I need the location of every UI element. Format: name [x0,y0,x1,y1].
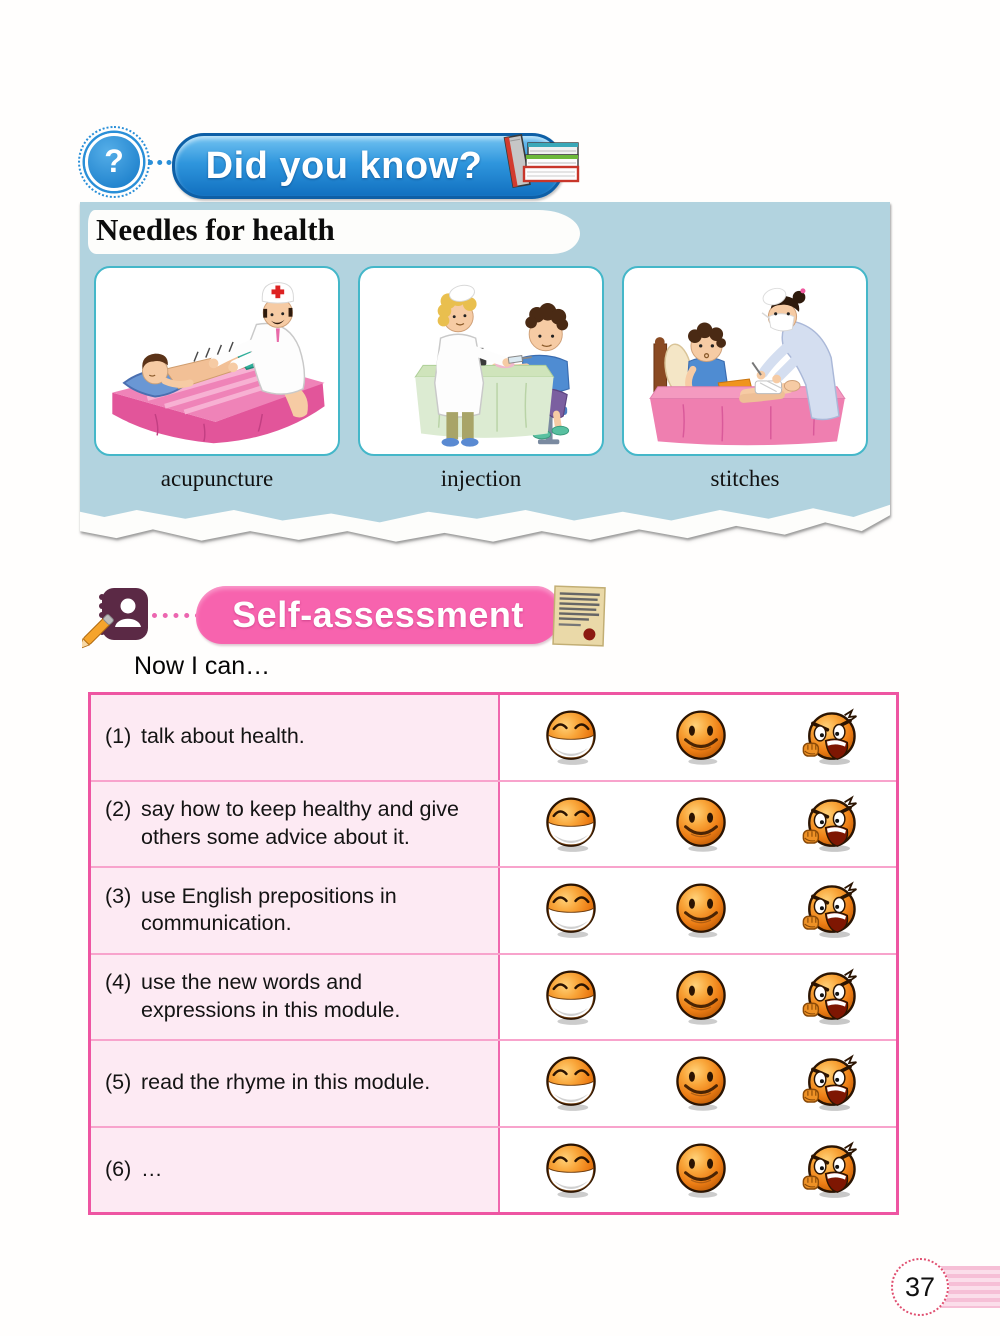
caption-acupuncture: acupuncture [160,466,274,491]
item-text: use the new words and expressions in this module. [141,970,401,1022]
item-text: use English prepositions in communication. [141,883,397,936]
item-number: (1) [105,724,132,749]
angry-emoji-icon[interactable] [802,1054,860,1112]
question-mark-icon: ? [78,126,150,198]
paper-icon [547,582,613,652]
now-i-can-text: Now I can… [134,652,271,680]
table-row [91,1126,896,1213]
laughing-emoji-icon[interactable] [542,708,600,766]
table-row [91,1039,896,1126]
self-assessment-banner [196,586,560,644]
injection-card [358,266,604,456]
self-assessment-title: Self-assessment [232,594,524,635]
dotted-connector-pink [152,613,200,618]
angry-emoji-icon[interactable] [802,708,860,766]
caption-stitches: stitches [710,466,780,491]
notebook-pencil-icon [82,580,156,654]
item-number: (3) [105,883,132,908]
books-icon [498,128,582,198]
item-number: (4) [105,970,132,995]
acupuncture-illustration [96,268,337,453]
laughing-emoji-icon[interactable] [542,881,600,939]
angry-emoji-icon[interactable] [802,881,860,939]
table-row [91,866,896,953]
self-assessment-table [88,692,899,1215]
panel-title: Needles for health [96,212,335,247]
item-number: (2) [105,797,132,822]
table-row [91,695,896,780]
angry-emoji-icon[interactable] [802,795,860,853]
caption-injection: injection [440,466,522,491]
angry-emoji-icon[interactable] [802,1141,860,1199]
item-text: talk about health. [141,724,305,749]
item-text: read the rhyme in this module. [141,1070,431,1095]
laughing-emoji-icon[interactable] [542,968,600,1026]
stitches-illustration [624,268,865,453]
item-text: say how to keep healthy and give others some advice about it. [141,797,459,849]
item-number: (6) [105,1156,132,1181]
did-you-know-title: Did you know? [205,144,483,187]
table-row [91,780,896,867]
laughing-emoji-icon[interactable] [542,1141,600,1199]
injection-illustration [360,268,601,453]
laughing-emoji-icon[interactable] [542,795,600,853]
stitches-card [622,266,868,456]
angry-emoji-icon[interactable] [802,968,860,1026]
needles-panel [80,202,890,554]
smiling-emoji-icon[interactable] [672,708,730,766]
item-number: (5) [105,1070,132,1095]
laughing-emoji-icon[interactable] [542,1054,600,1112]
page-number: 37 [891,1258,949,1316]
smiling-emoji-icon[interactable] [672,1054,730,1112]
table-row [91,953,896,1040]
smiling-emoji-icon[interactable] [672,795,730,853]
smiling-emoji-icon[interactable] [672,968,730,1026]
smiling-emoji-icon[interactable] [672,1141,730,1199]
item-text: … [141,1156,163,1181]
smiling-emoji-icon[interactable] [672,881,730,939]
acupuncture-card [94,266,340,456]
